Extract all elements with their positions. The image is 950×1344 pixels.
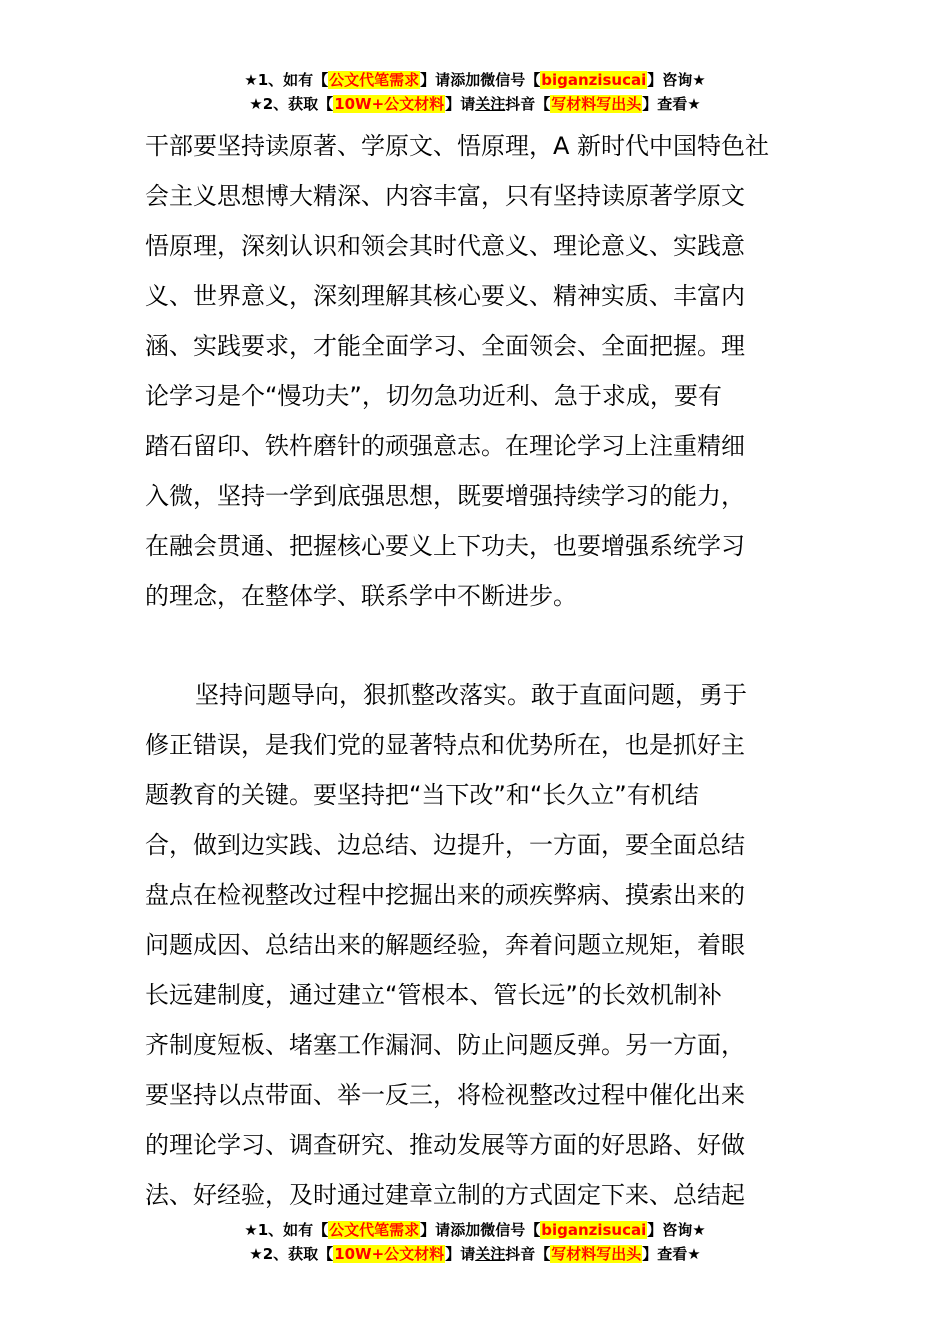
banner-line-1: ★1、如有【公文代笔需求】请添加微信号【biganzisucai】咨询★: [244, 1221, 706, 1239]
text-line: 盘点在检视整改过程中挖掘出来的顽疾弊病、摸索出来的: [145, 881, 745, 909]
highlight-wechat-id: biganzisucai: [541, 71, 647, 89]
paragraph-problem-oriented: [145, 670, 810, 1220]
text-line: 问题成因、总结出来的解题经验，奔着问题立规矩，着眼: [145, 931, 745, 959]
text-line: 修正错误，是我们党的显著特点和优势所在，也是抓好主: [145, 731, 745, 759]
text-line: 的理论学习、调查研究、推动发展等方面的好思路、好做: [145, 1131, 745, 1159]
text-line: 踏石留印、铁杵磨针的顽强意志。在理论学习上注重精细: [145, 432, 745, 460]
text-line: 会主义思想博大精深、内容丰富，只有坚持读原著学原文: [145, 182, 745, 210]
text-line: 合，做到边实践、边总结、边提升，一方面，要全面总结: [145, 831, 745, 859]
highlight-douyin-account: 写材料写出头: [551, 1245, 642, 1263]
highlight-materials: 10W+公文材料: [334, 1245, 445, 1263]
header-banner: [0, 68, 950, 116]
text-line: 的理念，在整体学、联系学中不断进步。: [145, 582, 577, 610]
text-line: 齐制度短板、堵塞工作漏洞、防止问题反弹。另一方面，: [145, 1031, 745, 1059]
text-line: 义、世界意义，深刻理解其核心要义、精神实质、丰富内: [145, 282, 745, 310]
text-line: 论学习是个“慢功夫”，切勿急功近利、急于求成，要有: [145, 382, 722, 410]
footer-banner: [0, 1218, 950, 1266]
highlight-douyin-account: 写材料写出头: [551, 95, 642, 113]
text-line: 干部要坚持读原著、学原文、悟原理，A 新时代中国特色社: [145, 132, 770, 160]
text-line: 题教育的关键。要坚持把“当下改”和“长久立”有机结: [145, 781, 699, 809]
paragraph-theory-study: [145, 121, 810, 621]
banner-line-2: ★2、获取【10W+公文材料】请关注抖音【写材料写出头】查看★: [249, 95, 701, 113]
text-line: 要坚持以点带面、举一反三，将检视整改过程中催化出来: [145, 1081, 745, 1109]
highlight-writing-service: 公文代笔需求: [329, 1221, 420, 1239]
highlight-wechat-id: biganzisucai: [541, 1221, 647, 1239]
text-line: 涵、实践要求，才能全面学习、全面领会、全面把握。理: [145, 332, 745, 360]
banner-line-1: ★1、如有【公文代笔需求】请添加微信号【biganzisucai】咨询★: [244, 71, 706, 89]
text-line: 长远建制度，通过建立“管根本、管长远”的长效机制补: [145, 981, 722, 1009]
text-line: 坚持问题导向，狠抓整改落实。敢于直面问题，勇于: [195, 681, 747, 709]
text-line: 法、好经验，及时通过建章立制的方式固定下来、总结起: [145, 1181, 745, 1209]
text-line: 入微，坚持一学到底强思想，既要增强持续学习的能力，: [145, 482, 745, 510]
text-line: 在融会贯通、把握核心要义上下功夫，也要增强系统学习: [145, 532, 745, 560]
highlight-writing-service: 公文代笔需求: [329, 71, 420, 89]
highlight-materials: 10W+公文材料: [334, 95, 445, 113]
text-line: 悟原理，深刻认识和领会其时代意义、理论意义、实践意: [145, 232, 745, 260]
banner-line-2: ★2、获取【10W+公文材料】请关注抖音【写材料写出头】查看★: [249, 1245, 701, 1263]
